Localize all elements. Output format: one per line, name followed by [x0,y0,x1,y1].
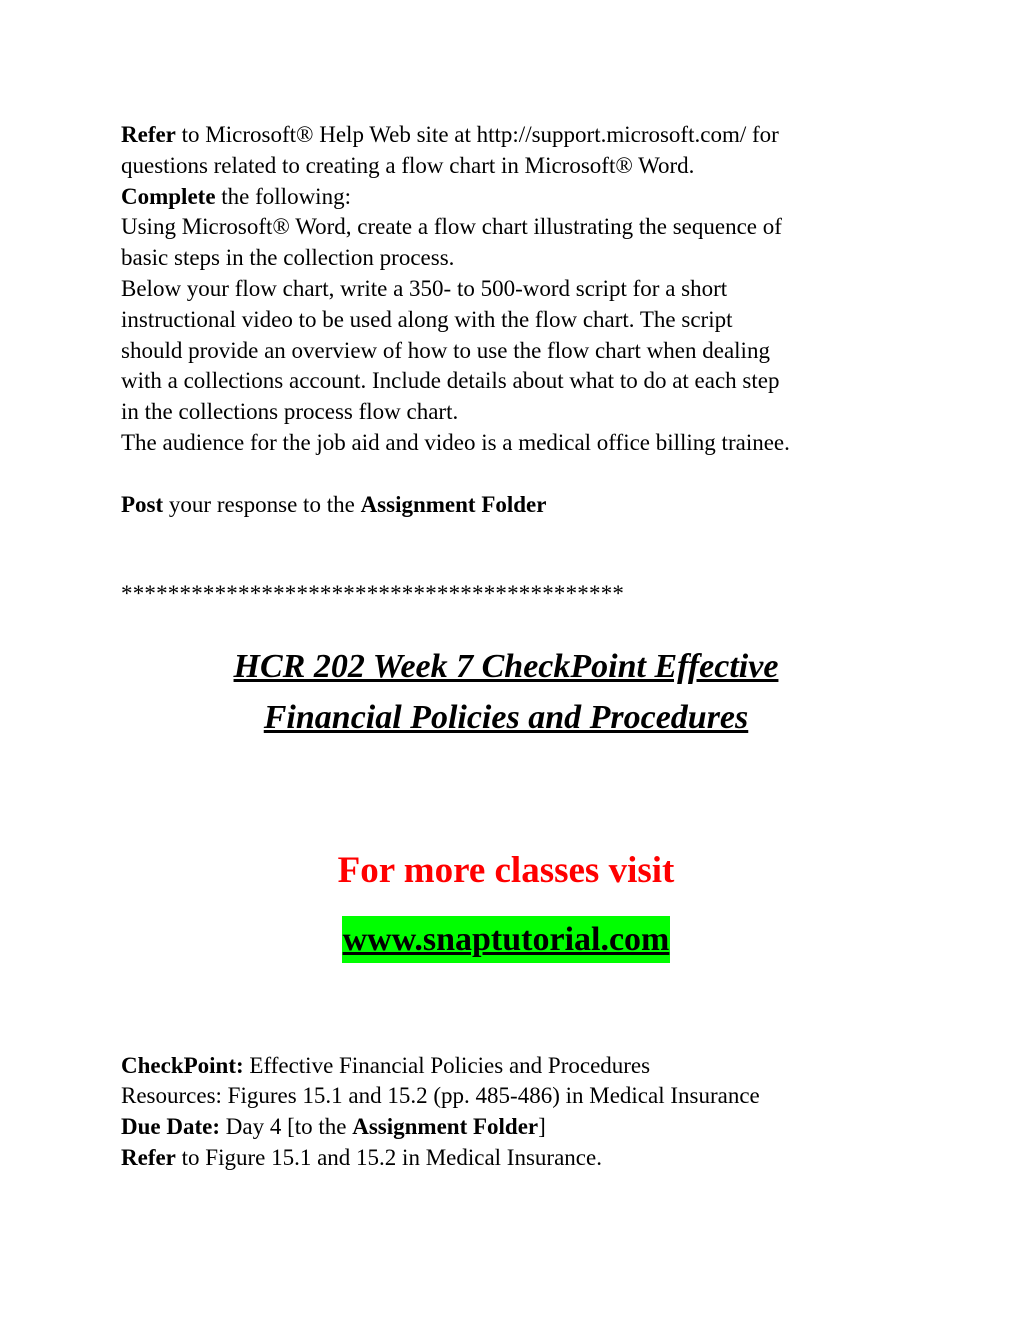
refer-text-line1: to Microsoft® Help Web site at http://support.microsoft.com/ for [175,122,779,147]
due-date-text: Day 4 [to the [220,1114,353,1140]
checkpoint-label: CheckPoint: [121,1052,244,1078]
promo-link-wrap [111,916,901,963]
post-folder: Assignment Folder [360,491,547,517]
post-paragraph [121,490,911,521]
complete-paragraph [121,182,911,213]
due-date-close: ] [538,1114,546,1140]
instructions-paragraph [121,212,911,458]
complete-text: the following: [215,183,351,209]
refer-figure-label: Refer [121,1144,176,1170]
instruction-line: basic steps in the collection process. [121,245,455,271]
post-text: your response to the [163,491,361,517]
refer-text-line2: questions related to creating a flow chart in Microsoft® Word. [121,152,695,178]
separator: ******************************************* [121,580,625,606]
document-page [121,120,911,1174]
instruction-line: Below your flow chart, write a 350- to 500-word script for a short [121,275,728,301]
resources-text: Resources: Figures 15.1 and 15.2 (pp. 485-486) in Medical Insurance [121,1083,760,1109]
post-label: Post [121,491,164,517]
title-line2: Financial Policies and Procedures [263,698,749,736]
instruction-line: Using Microsoft® Word, create a flow chart illustrating the sequence of [121,214,782,240]
refer-figure-text: to Figure 15.1 and 15.2 in Medical Insurance. [175,1144,602,1170]
promo-text: For more classes visit [337,849,675,891]
instruction-line: should provide an overview of how to use the flow chart when dealing [121,337,770,363]
promo-link[interactable]: www.snaptutorial.com [342,916,671,963]
title-line1: HCR 202 Week 7 CheckPoint Effective [233,647,779,685]
refer-paragraph [121,120,911,182]
details-paragraph [121,1051,911,1174]
page-title [111,641,901,743]
instruction-line: with a collections account. Include details about what to do at each step [121,368,780,394]
due-date-label: Due Date: [121,1114,220,1140]
due-date-folder: Assignment Folder [352,1114,539,1140]
instruction-line: instructional video to be used along with the flow chart. The script [121,306,733,332]
instruction-line: The audience for the job aid and video is a medical office billing trainee. [121,429,790,455]
complete-label: Complete [121,183,216,209]
refer-label: Refer [121,122,176,147]
checkpoint-text: Effective Financial Policies and Procedures [243,1052,651,1078]
instruction-line: in the collections process flow chart. [121,399,459,425]
